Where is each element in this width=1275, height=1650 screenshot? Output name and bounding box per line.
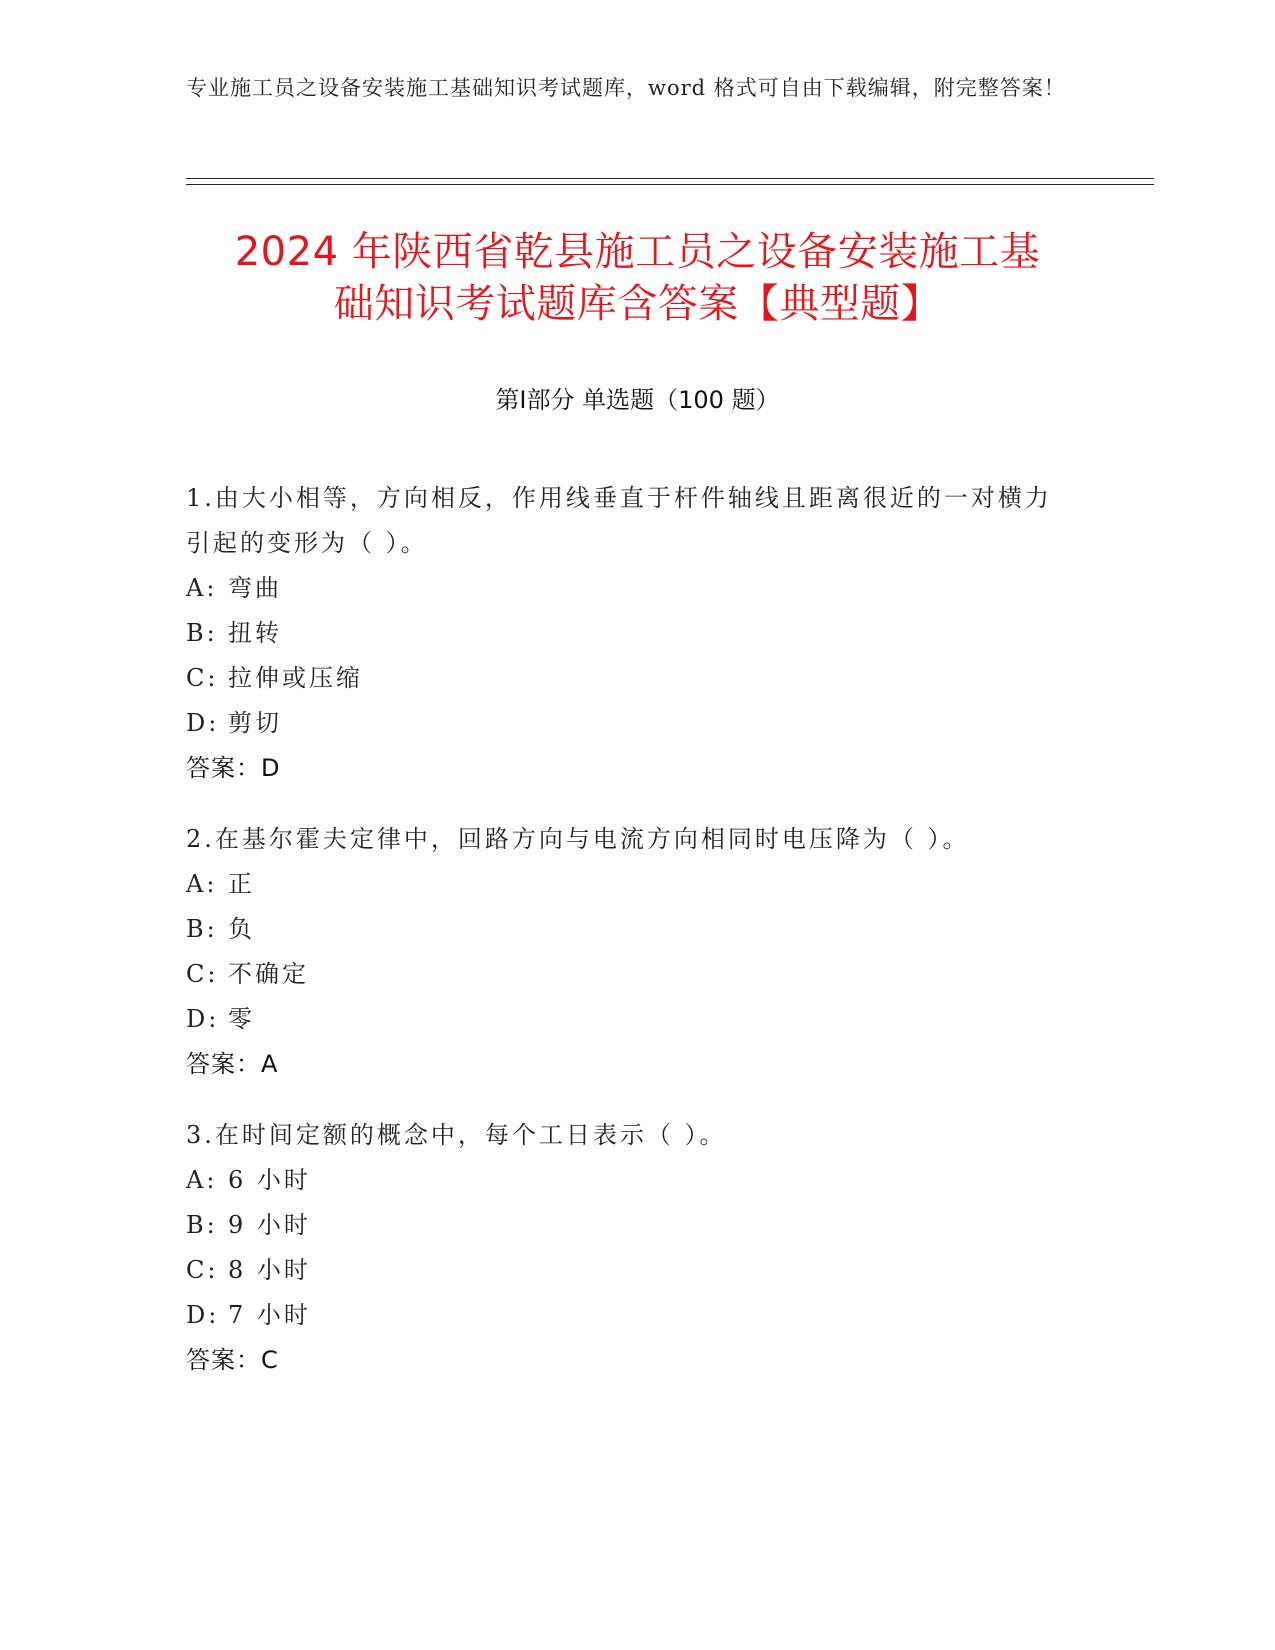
- section-heading: 第Ⅰ部分 单选题（100 题）: [495, 386, 780, 414]
- option-text: 正: [228, 870, 255, 898]
- option-text: 6 小时: [228, 1166, 311, 1194]
- option-key: B:: [186, 1211, 218, 1239]
- option-c: [186, 1248, 1066, 1293]
- option-a: [186, 566, 1066, 611]
- document-title: [150, 226, 1125, 330]
- option-text: 拉伸或压缩: [228, 664, 363, 692]
- option-text: 8 小时: [228, 1256, 311, 1284]
- option-a: [186, 1158, 1066, 1203]
- document-title-line-1: 2024 年陕西省乾县施工员之设备安装施工基: [234, 229, 1041, 275]
- option-d: [186, 1293, 1066, 1338]
- answer-line: 答案：C: [186, 1346, 279, 1374]
- option-c: [186, 656, 1066, 701]
- header-divider-bottom: [186, 184, 1154, 185]
- option-text: 零: [228, 1005, 255, 1033]
- option-c: [186, 952, 1066, 997]
- option-text: 弯曲: [228, 574, 282, 602]
- option-b: [186, 611, 1066, 656]
- question-list: [186, 476, 1066, 1409]
- option-text: 负: [228, 915, 255, 943]
- option-key: D:: [186, 1301, 220, 1329]
- document-title-line-2: 础知识考试题库含答案【典型题】: [333, 281, 942, 327]
- option-key: A:: [186, 870, 218, 898]
- option-text: 剪切: [228, 709, 282, 737]
- header-divider-top: [186, 178, 1154, 179]
- option-b: [186, 1203, 1066, 1248]
- option-key: D:: [186, 1005, 220, 1033]
- option-text: 9 小时: [228, 1211, 311, 1239]
- question-1: [186, 476, 1066, 791]
- option-key: A:: [186, 1166, 218, 1194]
- option-key: A:: [186, 574, 218, 602]
- option-b: [186, 907, 1066, 952]
- question-stem: 3.在时间定额的概念中，每个工日表示（ ）。: [186, 1121, 727, 1149]
- question-2: [186, 817, 1066, 1087]
- option-text: 7 小时: [228, 1301, 311, 1329]
- option-d: [186, 701, 1066, 746]
- answer-line: 答案：A: [186, 1050, 279, 1078]
- option-d: [186, 997, 1066, 1042]
- option-key: C:: [186, 960, 219, 988]
- option-key: C:: [186, 1256, 219, 1284]
- answer-line: 答案：D: [186, 754, 281, 782]
- question-3: [186, 1113, 1066, 1383]
- option-text: 扭转: [228, 619, 282, 647]
- option-key: C:: [186, 664, 219, 692]
- header-note: 专业施工员之设备安装施工基础知识考试题库，word 格式可自由下载编辑，附完整答案！: [186, 76, 1066, 100]
- option-key: B:: [186, 915, 218, 943]
- option-a: [186, 862, 1066, 907]
- question-stem: 2.在基尔霍夫定律中，回路方向与电流方向相同时电压降为（ ）。: [186, 825, 970, 853]
- question-stem: 1.由大小相等，方向相反，作用线垂直于杆件轴线且距离很近的一对横力引起的变形为（ ）。: [186, 484, 1052, 557]
- option-text: 不确定: [228, 960, 309, 988]
- option-key: D:: [186, 709, 220, 737]
- option-key: B:: [186, 619, 218, 647]
